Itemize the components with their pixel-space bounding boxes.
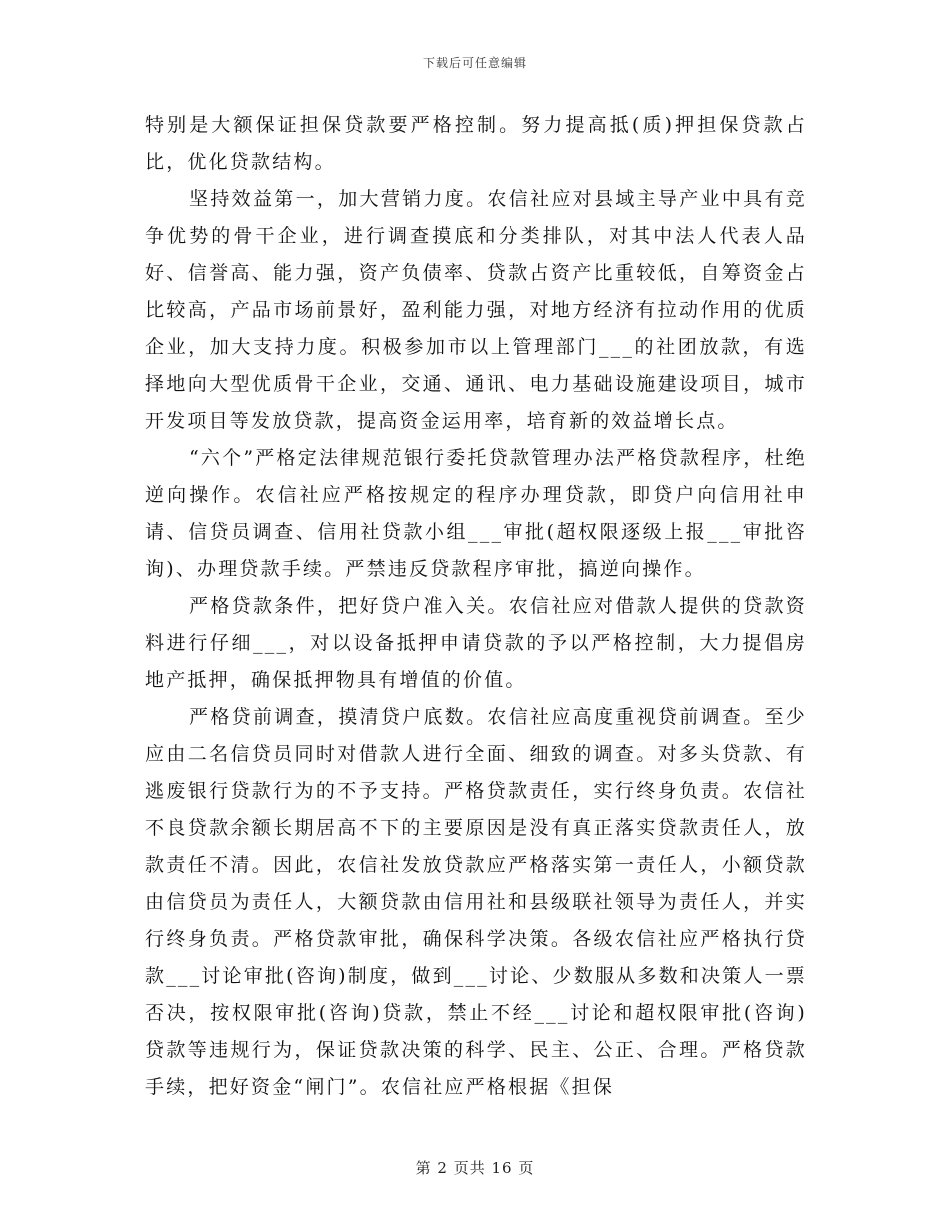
page-number-footer: 第 2 页共 16 页 (415, 1159, 535, 1177)
paragraph-continued: 特别是大额保证担保贷款要严格控制。努力提高抵(质)押担保贷款占比，优化贷款结构。 (145, 114, 807, 173)
paragraph: 坚持效益第一，加大营销力度。农信社应对县域主导产业中具有竞争优势的骨干企业，进行调查摸底和分类排队，对其中法人代表人品好、信誉高、能力强，资产负债率、贷款占资产比重较低，自筹资金占比较高，产品市场前景好，盈利能力强，对地方经济有拉动作用的优质企业，加大支持力度。积极参加市以上管理部门___的社团放款，有选择地向大型优质骨干企业，交通、通讯、电力基础设施建设项目，城市开发项目等发放贷款，提高资金运用率，培育新的效益增长点。 (145, 188, 807, 432)
paragraph: “六个”严格定法律规范银行委托贷款管理办法严格贷款程序，杜绝逆向操作。农信社应严格按规定的程序办理贷款，即贷户向信用社申请、信贷员调查、信用社贷款小组___审批(超权限逐级上报___审批咨询)、办理贷款手续。严禁违反贷款程序审批，搞逆向操作。 (145, 447, 807, 580)
document-body (145, 107, 807, 1106)
paragraph: 严格贷前调查，摸清贷户底数。农信社应高度重视贷前调查。至少应由二名信贷员同时对借款人进行全面、细致的调查。对多头贷款、有逃废银行贷款行为的不予支持。严格贷款责任，实行终身负责。农信社不良贷款余额长期居高不下的主要原因是没有真正落实贷款责任人，放款责任不清。因此，农信社发放贷款应严格落实第一责任人，小额贷款由信贷员为责任人，大额贷款由信用社和县级联社领导为责任人，并实行终身负责。严格贷款审批，确保科学决策。各级农信社应严格执行贷款___讨论审批(咨询)制度，做到___讨论、少数服从多数和决策人一票否决，按权限审批(咨询)贷款，禁止不经___讨论和超权限审批(咨询)贷款等违规行为，保证贷款决策的科学、民主、公正、合理。严格贷款手续，把好资金“闸门”。农信社应严格根据《担保 (145, 706, 807, 1098)
page-header: 下载后可任意编辑 (422, 56, 527, 70)
paragraph: 严格贷款条件，把好贷户准入关。农信社应对借款人提供的贷款资料进行仔细___，对以设备抵押申请贷款的予以严格控制，大力提倡房地产抵押，确保抵押物具有增值的价值。 (145, 595, 807, 691)
